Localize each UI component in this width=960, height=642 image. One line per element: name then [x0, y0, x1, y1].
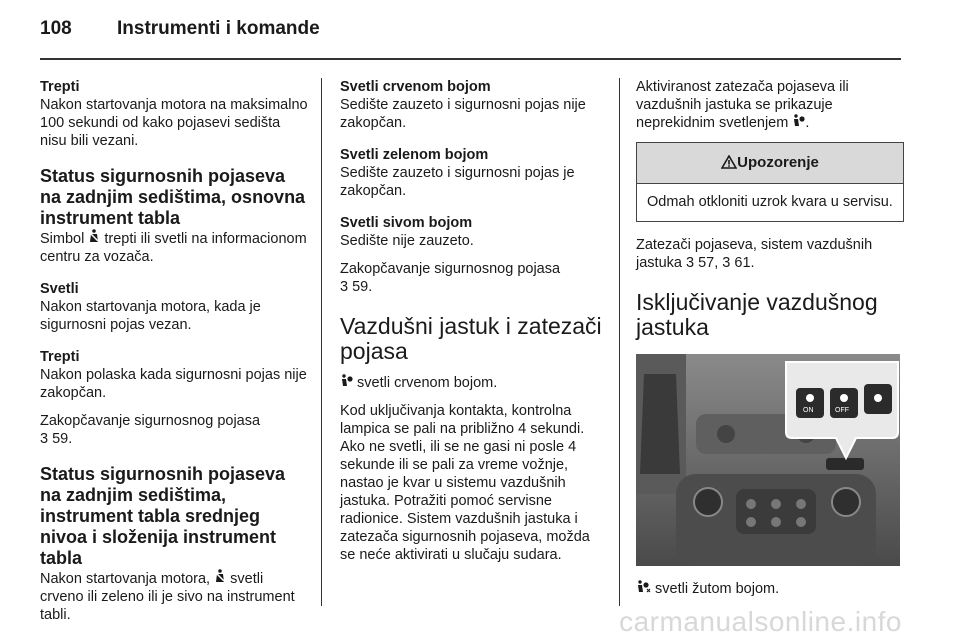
status-rear-heading: Status sigurnosnih pojaseva na zadnjim sedištima, osnovna instrument tabla	[40, 166, 306, 228]
airbag-off-icon	[636, 580, 651, 598]
page-ref-icon: 3	[340, 279, 349, 295]
active-text: Aktiviranost zatezača pojaseva ili vazdušnih jastuka se prikazuje neprekidnim svetlenjem	[636, 79, 849, 131]
column-3: Aktiviranost zatezača pojaseva ili vazdušnih jastuka se prikazuje neprekidnim svetlenjem . Upozorenje Odmah otkloniti uzrok kvara u servisu. Zatezači pojaseva, sistem vazdušnih jastuka 3 57, 3 61. Isključivanje vazdušnog jastuka ON OFF svetli žutom bojom.	[636, 78, 904, 598]
ref-a: 57,	[698, 255, 719, 271]
airbag-red-text: svetli crvenom bojom.	[357, 375, 498, 391]
zak-text-2: Zakopčavanje sigurnosnog pojasa	[340, 261, 561, 277]
airbag-icon	[792, 114, 805, 132]
green-heading: Svetli zelenom bojom	[340, 147, 489, 163]
trepti2-text: Nakon polaska kada sigurnosni pojas nije zakopčan.	[40, 367, 307, 401]
trepti-heading: Trepti	[40, 79, 80, 95]
airbag-off-heading: Isključivanje vazdušnog jastuka	[636, 289, 878, 340]
red-text: Sedište zauzeto i sigurnosni pojas nije zakopčan.	[340, 97, 586, 131]
mid-post: svetli crveno ili zeleno ili je sivo na instrument tabli.	[40, 571, 295, 623]
photo-on-label: ON	[803, 407, 814, 414]
page-title: Instrumenti i komande	[117, 18, 320, 39]
yellow-text: svetli žutom bojom.	[655, 581, 780, 597]
simbol-pre: Simbol	[40, 231, 85, 247]
column-2	[340, 78, 606, 564]
header-rule	[40, 58, 901, 60]
airbag-icon	[340, 374, 353, 392]
seatbelt-icon	[88, 229, 100, 248]
ref-b: 61.	[734, 255, 755, 271]
ref-text: Zatezači pojaseva, sistem vazdušnih jastuka	[636, 237, 873, 271]
dashboard-photo	[636, 354, 900, 566]
seatbelt-icon	[214, 569, 226, 588]
column-divider-1	[321, 78, 322, 606]
photo-off-label: OFF	[835, 407, 849, 414]
page-ref-icon: 3	[685, 255, 695, 271]
red-heading: Svetli crvenom bojom	[340, 79, 491, 95]
page-header	[40, 18, 320, 40]
airbag-text: Kod uključivanja kontakta, kontrolna lampica se pali na približno 4 sekundi. Ako ne svetli, ili se ne gasi ni posle 4 sekunde ili se pali za vreme vožnje, nastao je kvar u sistemu vazdušnih jastuka. Potražiti pomoć servisne radionice. Sistem vazdušnih jastuka i zatezača sigurnosnih pojaseva, možda se neće aktivirati u slučaju sudara.	[340, 403, 590, 563]
grey-heading: Svetli sivom bojom	[340, 215, 473, 231]
grey-text: Sedište nije zauzeto.	[340, 233, 474, 249]
mid-pre: Nakon startovanja motora,	[40, 571, 211, 587]
warning-text: Odmah otkloniti uzrok kvara u servisu.	[647, 194, 893, 210]
trepti-text: Nakon startovanja motora na maksimalno 100 sekundi od kako pojasevi sedišta nisu bili vezani.	[40, 97, 308, 149]
page-ref-icon: 3	[40, 431, 49, 447]
column-divider-2	[619, 78, 620, 606]
zak-text: Zakopčavanje sigurnosnog pojasa	[40, 413, 261, 429]
watermark: carmanualsonline.info	[619, 606, 902, 637]
airbag-heading: Vazdušni jastuk i zatezači pojasa	[340, 313, 602, 364]
warning-box	[636, 142, 904, 222]
green-text: Sedište zauzeto i sigurnosni pojas je zakopčan.	[340, 165, 575, 199]
page-ref-icon: 3	[722, 255, 731, 271]
zak-ref: 59.	[52, 431, 73, 447]
warning-triangle-icon	[721, 154, 737, 171]
page-number: 108	[40, 18, 72, 39]
svetli-text: Nakon startovanja motora, kada je sigurnosni pojas vezan.	[40, 299, 261, 333]
zak-ref-2: 59.	[352, 279, 373, 295]
simbol-post: trepti ili svetli na informacionom centru za vozača.	[40, 231, 307, 265]
column-1	[40, 78, 308, 624]
warning-title-bar	[637, 143, 903, 184]
trepti2-heading: Trepti	[40, 349, 80, 365]
status-mid-heading: Status sigurnosnih pojaseva na zadnjim sedištima, instrument tabla srednjeg nivoa i složenija instrument tabla	[40, 464, 286, 568]
svetli-heading: Svetli	[40, 281, 79, 297]
warning-title: Upozorenje	[737, 154, 819, 171]
